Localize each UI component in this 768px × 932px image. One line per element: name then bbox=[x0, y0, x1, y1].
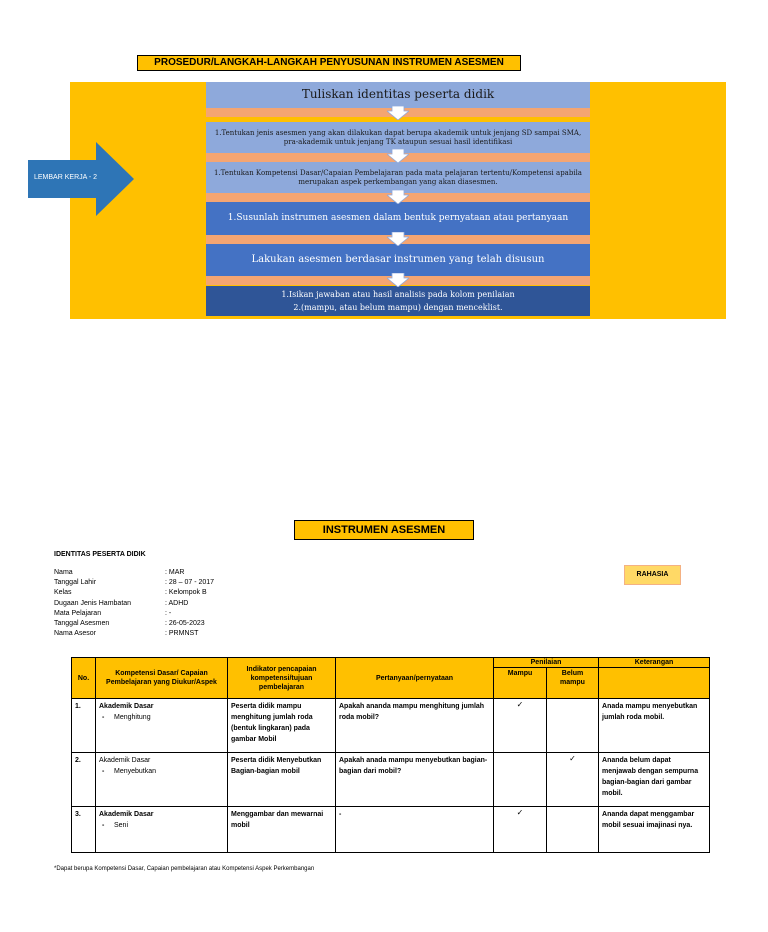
identity-key: Nama bbox=[54, 569, 73, 576]
row-belum-check: ✓ bbox=[547, 753, 599, 807]
identity-list bbox=[54, 568, 214, 639]
identity-heading: IDENTITAS PESERTA DIDIK bbox=[54, 551, 146, 558]
row-no: 3. bbox=[72, 807, 96, 853]
lembar-kerja-label: LEMBAR KERJA - 2 bbox=[34, 174, 98, 181]
flow-step-4 bbox=[206, 202, 590, 235]
flow-step-text: 1.Isikan jawaban atau hasil analisis pada kolom penilaian bbox=[281, 290, 515, 300]
flow-step-3 bbox=[206, 162, 590, 193]
row-no: 2. bbox=[72, 753, 96, 807]
row-pertanyaan: Apakah ananda mampu menghitung jumlah roda mobil? bbox=[336, 699, 494, 753]
identity-key: Kelas bbox=[54, 589, 72, 597]
down-arrow-icon bbox=[387, 273, 409, 287]
identity-value: : 28 – 07 - 2017 bbox=[165, 579, 215, 587]
identity-row bbox=[54, 599, 214, 609]
identity-row bbox=[54, 568, 214, 578]
identity-value: : ADHD bbox=[165, 599, 189, 607]
header-mampu: Mampu bbox=[494, 668, 547, 699]
aspek-dash: - bbox=[102, 822, 105, 829]
flow-step-text: Tuliskan identitas peserta didik bbox=[301, 87, 495, 102]
row-mampu-check: ✓ bbox=[494, 699, 547, 753]
confidential-badge: RAHASIA bbox=[624, 565, 681, 585]
identity-value: : Kelompok B bbox=[165, 589, 207, 597]
down-arrow-icon bbox=[387, 106, 409, 120]
aspek-title: Akademik Dasar bbox=[99, 703, 154, 710]
instrument-title: INSTRUMEN ASESMEN bbox=[294, 520, 474, 540]
footnote: *Dapat berupa Kompetensi Dasar, Capaian pembelajaran atau Kompetensi Aspek Perkembangan bbox=[54, 866, 315, 872]
header-pertanyaan: Pertanyaan/pernyataan bbox=[336, 658, 494, 699]
identity-row bbox=[54, 609, 214, 619]
row-mampu-check: ✓ bbox=[494, 807, 547, 853]
identity-row bbox=[54, 588, 214, 598]
identity-key: Tanggal Lahir bbox=[54, 579, 97, 587]
flow-step-text: 1.Tentukan jenis asesmen yang akan dilakukan dapat berupa akademik untuk jenjang SD sampai SMA, pra-akademik untuk jenjang TK ataupun sesuai hasil identifikasi bbox=[214, 129, 582, 146]
row-pertanyaan: Apakah anada mampu menyebutkan bagian-bagian dari mobil? bbox=[336, 753, 494, 807]
down-arrow-icon bbox=[387, 232, 409, 246]
flow-step-text: Lakukan asesmen berdasar instrumen yang telah disusun bbox=[251, 254, 545, 266]
down-arrow-icon bbox=[387, 149, 409, 163]
row-aspek bbox=[96, 807, 228, 853]
row-mampu-check bbox=[494, 753, 547, 807]
identity-value: : PRMNST bbox=[165, 630, 199, 638]
row-no: 1. bbox=[72, 699, 96, 753]
assessment-table bbox=[71, 657, 710, 853]
header-penilaian: Penilaian bbox=[494, 658, 599, 668]
aspek-sub: Menyebutkan bbox=[114, 768, 157, 775]
header-kompetensi: Kompetensi Dasar/ Capaian Pembelajaran yang Diukur/Aspek bbox=[96, 658, 228, 699]
flow-step-text: 1.Susunlah instrumen asesmen dalam bentuk pernyataan atau pertanyaan bbox=[227, 213, 569, 224]
table-row bbox=[72, 807, 710, 853]
identity-key: Mata Pelajaran bbox=[54, 609, 102, 617]
header-keterangan: Keterangan bbox=[599, 658, 710, 668]
identity-value: : MAR bbox=[165, 569, 185, 576]
flowchart-title: PROSEDUR/LANGKAH-LANGKAH PENYUSUNAN INSTRUMEN ASESMEN bbox=[137, 55, 521, 71]
header-no: No. bbox=[72, 658, 96, 699]
row-indikator: Peserta didik Menyebutkan Bagian-bagian mobil bbox=[228, 753, 336, 807]
identity-row bbox=[54, 629, 214, 639]
aspek-dash: - bbox=[102, 768, 105, 775]
aspek-title: Akademik Dasar bbox=[99, 811, 154, 818]
table-row bbox=[72, 753, 710, 807]
row-belum-check bbox=[547, 699, 599, 753]
row-aspek bbox=[96, 699, 228, 753]
header-indikator: Indikator pencapaian kompetensi/tujuan pembelajaran bbox=[228, 658, 336, 699]
row-pertanyaan: - bbox=[336, 807, 494, 853]
identity-key: Tanggal Asesmen bbox=[54, 620, 110, 628]
row-indikator: Peserta didik mampu menghitung jumlah roda (bentuk lingkaran) pada gambar Mobil bbox=[228, 699, 336, 753]
down-arrow-icon bbox=[387, 190, 409, 204]
identity-key: Nama Asesor bbox=[54, 630, 97, 638]
identity-value: : 26-05-2023 bbox=[165, 620, 205, 628]
identity-key: Dugaan Jenis Hambatan bbox=[54, 599, 132, 607]
flow-step-text: 2.(mampu, atau belum mampu) dengan menceklist. bbox=[293, 302, 503, 312]
table-header-row bbox=[72, 658, 710, 668]
row-keterangan: Ananda dapat menggambar mobil sesuai imajinasi nya. bbox=[599, 807, 710, 853]
row-keterangan: Anada mampu menyebutkan jumlah roda mobil. bbox=[599, 699, 710, 753]
row-keterangan: Ananda belum dapat menjawab dengan sempurna bagian-bagian dari gambar mobil. bbox=[599, 753, 710, 807]
row-indikator: Menggambar dan mewarnai mobil bbox=[228, 807, 336, 853]
header-belum-mampu: Belum mampu bbox=[547, 668, 599, 699]
row-belum-check bbox=[547, 807, 599, 853]
aspek-sub: Menghitung bbox=[114, 714, 151, 721]
flow-step-6 bbox=[206, 286, 590, 316]
aspek-sub: Seni bbox=[114, 822, 129, 829]
aspek-dash: - bbox=[102, 714, 105, 721]
header-keterangan-blank bbox=[599, 668, 710, 699]
flow-step-5 bbox=[206, 244, 590, 276]
row-aspek bbox=[96, 753, 228, 807]
identity-value: : - bbox=[165, 609, 172, 617]
flow-step-text: 1.Tentukan Kompetensi Dasar/Capaian Pembelajaran pada mata pelajaran tertentu/Kompetensi apabila merupakan aspek perkembangan yang akan diasesmen. bbox=[214, 169, 582, 186]
identity-row bbox=[54, 578, 214, 588]
table-row bbox=[72, 699, 710, 753]
aspek-title: Akademik Dasar bbox=[99, 757, 151, 764]
identity-row bbox=[54, 619, 214, 629]
flow-step-1 bbox=[206, 82, 590, 108]
